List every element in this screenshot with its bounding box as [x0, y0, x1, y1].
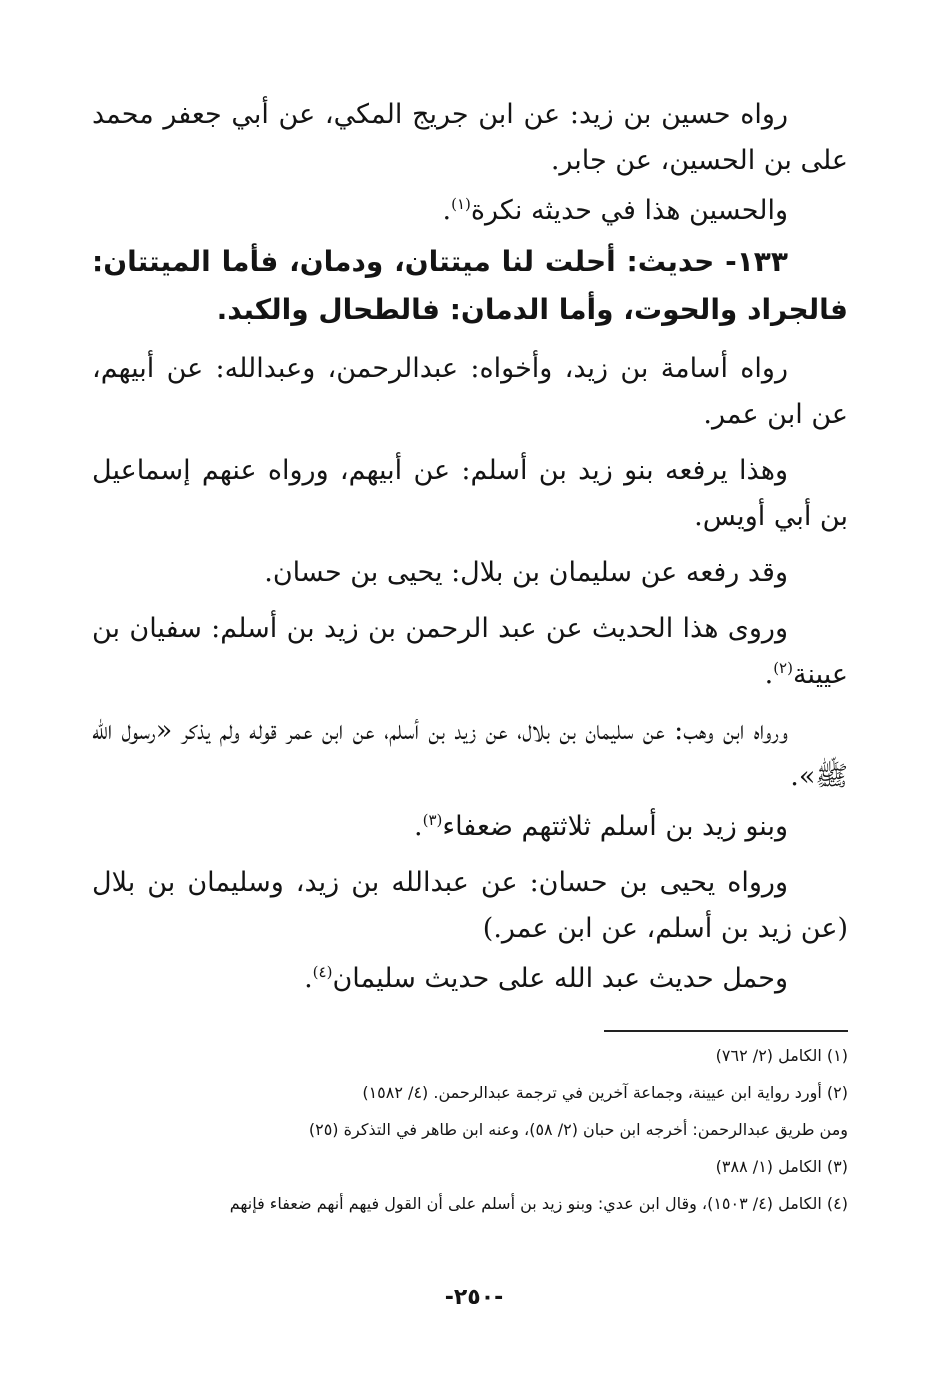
paragraph-2-end: . [442, 195, 452, 226]
footnote-ref-2[interactable]: (٢) [773, 659, 793, 677]
footnote-ref-3[interactable]: (٣) [422, 811, 443, 829]
footnote-1: (١) الكامل (٢/ ٧٦٢) [715, 1046, 848, 1065]
paragraph-9: ورواه يحيى بن حسان: عن عبدالله بن زيد، وسليمان بن بلال (عن زيد بن أسلم، عن ابن عمر.) [92, 867, 848, 944]
footnote-ref-1[interactable]: (١) [451, 195, 471, 213]
paragraph-4: وهذا يرفعه بنو زيد بن أسلم: عن أبيهم، ورواه عنهم إسماعيل بن أبي أويس. [92, 455, 848, 532]
hadith-heading: ١٣٣- حديث: أحلت لنا ميتتان، ودمان، فأما الميتتان: فالجراد والحوت، وأما الدمان: فالطحال والكبد. [92, 245, 848, 326]
paragraph-10-end: . [304, 963, 313, 994]
paragraph-6-text: وروى هذا الحديث عن عبد الرحمن بن زيد بن أسلم: سفيان بن عيينة [92, 613, 848, 690]
paragraph-8-end: . [414, 811, 423, 842]
footnote-2-continued: ومن طريق عبدالرحمن: أخرجه ابن حبان (٢/ ٥٨)، وعنه ابن طاهر في التذكرة (٢٥) [308, 1120, 848, 1139]
paragraph-2 [92, 188, 848, 234]
paragraph-6 [92, 606, 848, 698]
paragraph-7: ورواه ابن وهب: عن سليمان بن بلال، عن زيد بن أسلم، عن ابن عمر قوله ولم يذكر «رسول الله ﷺ». [92, 715, 848, 792]
footnote-divider [604, 1030, 848, 1032]
paragraph-5: وقد رفعه عن سليمان بن بلال: يحيى بن حسان. [264, 557, 788, 588]
footnotes [92, 1042, 848, 1227]
paragraph-6-end: . [764, 659, 774, 690]
footnote-3: (٣) الكامل (١/ ٣٨٨) [715, 1157, 848, 1176]
footnote-2: (٢) أورد رواية ابن عيينة، وجماعة آخرين في ترجمة عبدالرحمن. (٤/ ١٥٨٢) [362, 1083, 848, 1102]
paragraph-10-text: وحمل حديث عبد الله على حديث سليمان [332, 963, 788, 994]
main-text [92, 92, 848, 1012]
paragraph-3: رواه أسامة بن زيد، وأخواه: عبدالرحمن، وعبدالله: عن أبيهم، عن ابن عمر. [92, 353, 848, 430]
footnote-ref-4[interactable]: (٤) [312, 963, 333, 981]
page-number: -٢٥٠- [444, 1285, 504, 1310]
footnote-4: (٤) الكامل (٤/ ١٥٠٣)، وقال ابن عدي: وبنو زيد بن أسلم على أن القول فيهم أنهم ضعفاء فإنهم [229, 1194, 848, 1213]
paragraph-8 [92, 804, 848, 850]
paragraph-10 [92, 956, 848, 1002]
paragraph-2-text: والحسين هذا في حديثه نكرة [470, 195, 788, 226]
paragraph-8-text: وبنو زيد بن أسلم ثلاثتهم ضعفاء [442, 811, 788, 842]
paragraph-1: رواه حسين بن زيد: عن ابن جريج المكي، عن أبي جعفر محمد على بن الحسين، عن جابر. [92, 99, 848, 176]
